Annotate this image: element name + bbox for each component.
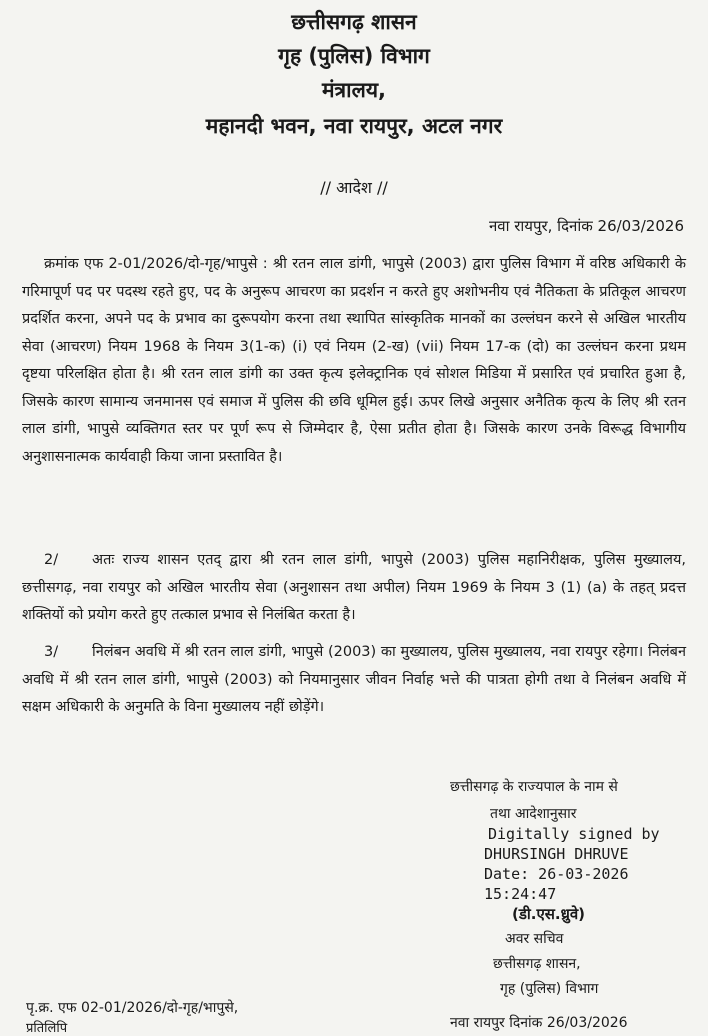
signatory-dept-2: गृह (पुलिस) विभाग	[500, 981, 599, 997]
address-title: महानदी भवन, नवा रायपुर, अटल नगर	[205, 114, 503, 138]
endorsement-date: नवा रायपुर दिनांक 26/03/2026	[450, 1015, 628, 1031]
paragraph-2-number: 2/	[44, 552, 59, 568]
govt-title: छत्तीसगढ़ शासन	[291, 10, 417, 34]
copy-label: प्रतिलिपि	[26, 1021, 68, 1036]
signatory-name: (डी.एस.ध्रुवे)	[512, 905, 586, 923]
signatory-dept-1: छत्तीसगढ़ शासन,	[493, 956, 581, 972]
digital-signature-date: Date: 26-03-2026	[484, 865, 629, 883]
digital-signature-time: 15:24:47	[484, 885, 557, 903]
paragraph-2: अतः राज्य शासन एतद् द्वारा श्री रतन लाल डांगी, भापुसे (2003) पुलिस महानिरीक्षक, पुलिस मुख्यालय, छत्तीसगढ़, नवा रायपुर को अखिल भारतीय सेवा (अनुशासन तथा अपील) नियम 1969 के नियम 3 (1) (a) के तहत् प्रदत्त शक्तियों को प्रयोग करते हुए तत्काल प्रभाव से निलंबित करता है।	[22, 552, 686, 623]
digital-signature-line-2: DHURSINGH DHRUVE	[484, 845, 629, 863]
signature-line-2: तथा आदेशानुसार	[490, 806, 577, 822]
place-date: नवा रायपुर, दिनांक 26/03/2026	[488, 217, 684, 235]
order-heading: // आदेश //	[320, 178, 388, 197]
signatory-designation: अवर सचिव	[505, 931, 564, 947]
ministry-title: मंत्रालय,	[322, 78, 386, 102]
signature-line-1: छत्तीसगढ़ के राज्यपाल के नाम से	[450, 779, 618, 795]
paragraph-1: क्रमांक एफ 2-01/2026/दो-गृह/भापुसे : श्री रतन लाल डांगी, भापुसे (2003) द्वारा पुलिस विभाग में वरिष्ठ अधिकारी के गरिमापूर्ण पद पर पदस्थ रहते हुए, पद के अनुरूप आचरण का प्रदर्शन न करते हुए अशोभनीय एवं नैतिकता के प्रतिकूल आचरण प्रदर्शित करना, अपने पद के प्रभाव का दुरूपयोग करना तथा स्थापित सांस्कृतिक मानकों का उल्लंघन करने से अखिल भारतीय सेवा (आचरण) नियम 1968 के नियम 3(1-क) (i) एवं नियम (2-ख) (vii) नियम 17-क (दो) का उल्लंघन करना प्रथम दृष्टया परिलक्षित होता है। श्री रतन लाल डांगी का उक्त कृत्य इलेक्ट्रानिक एवं सोशल मिडिया में प्रसारित एवं प्रचारित हुआ है, जिसके कारण सामान्य जनमानस एवं समाज में पुलिस की छवि धूमिल हुई। ऊपर लिखे अनुसार अनैतिक कृत्य के लिए श्री रतन लाल डांगी, भापुसे व्यक्तिगत स्तर पर पूर्ण रूप से जिम्मेदार है, ऐसा प्रतीत होता है। जिसके कारण उनके विरूद्ध विभागीय अनुशासनात्मक कार्यवाही किया जाना प्रस्तावित है।	[22, 256, 686, 465]
department-title: गृह (पुलिस) विभाग	[278, 44, 430, 68]
digital-signature-line-1: Digitally signed by	[488, 825, 660, 843]
endorsement-number: पृ.क्र. एफ 02-01/2026/दो-गृह/भापुसे,	[26, 1000, 239, 1016]
paragraph-3-number: 3/	[44, 644, 59, 660]
paragraph-3: निलंबन अवधि में श्री रतन लाल डांगी, भापुसे (2003) का मुख्यालय, पुलिस मुख्यालय, नवा रायपुर रहेगा। निलंबन अवधि में श्री रतन लाल डांगी, भापुसे (2003) को नियमानुसार जीवन निर्वाह भत्ते की पात्रता होगी तथा वे निलंबन अवधि में सक्षम अधिकारी के अनुमति के विना मुख्यालय नहीं छोड़ेंगे।	[22, 644, 686, 715]
